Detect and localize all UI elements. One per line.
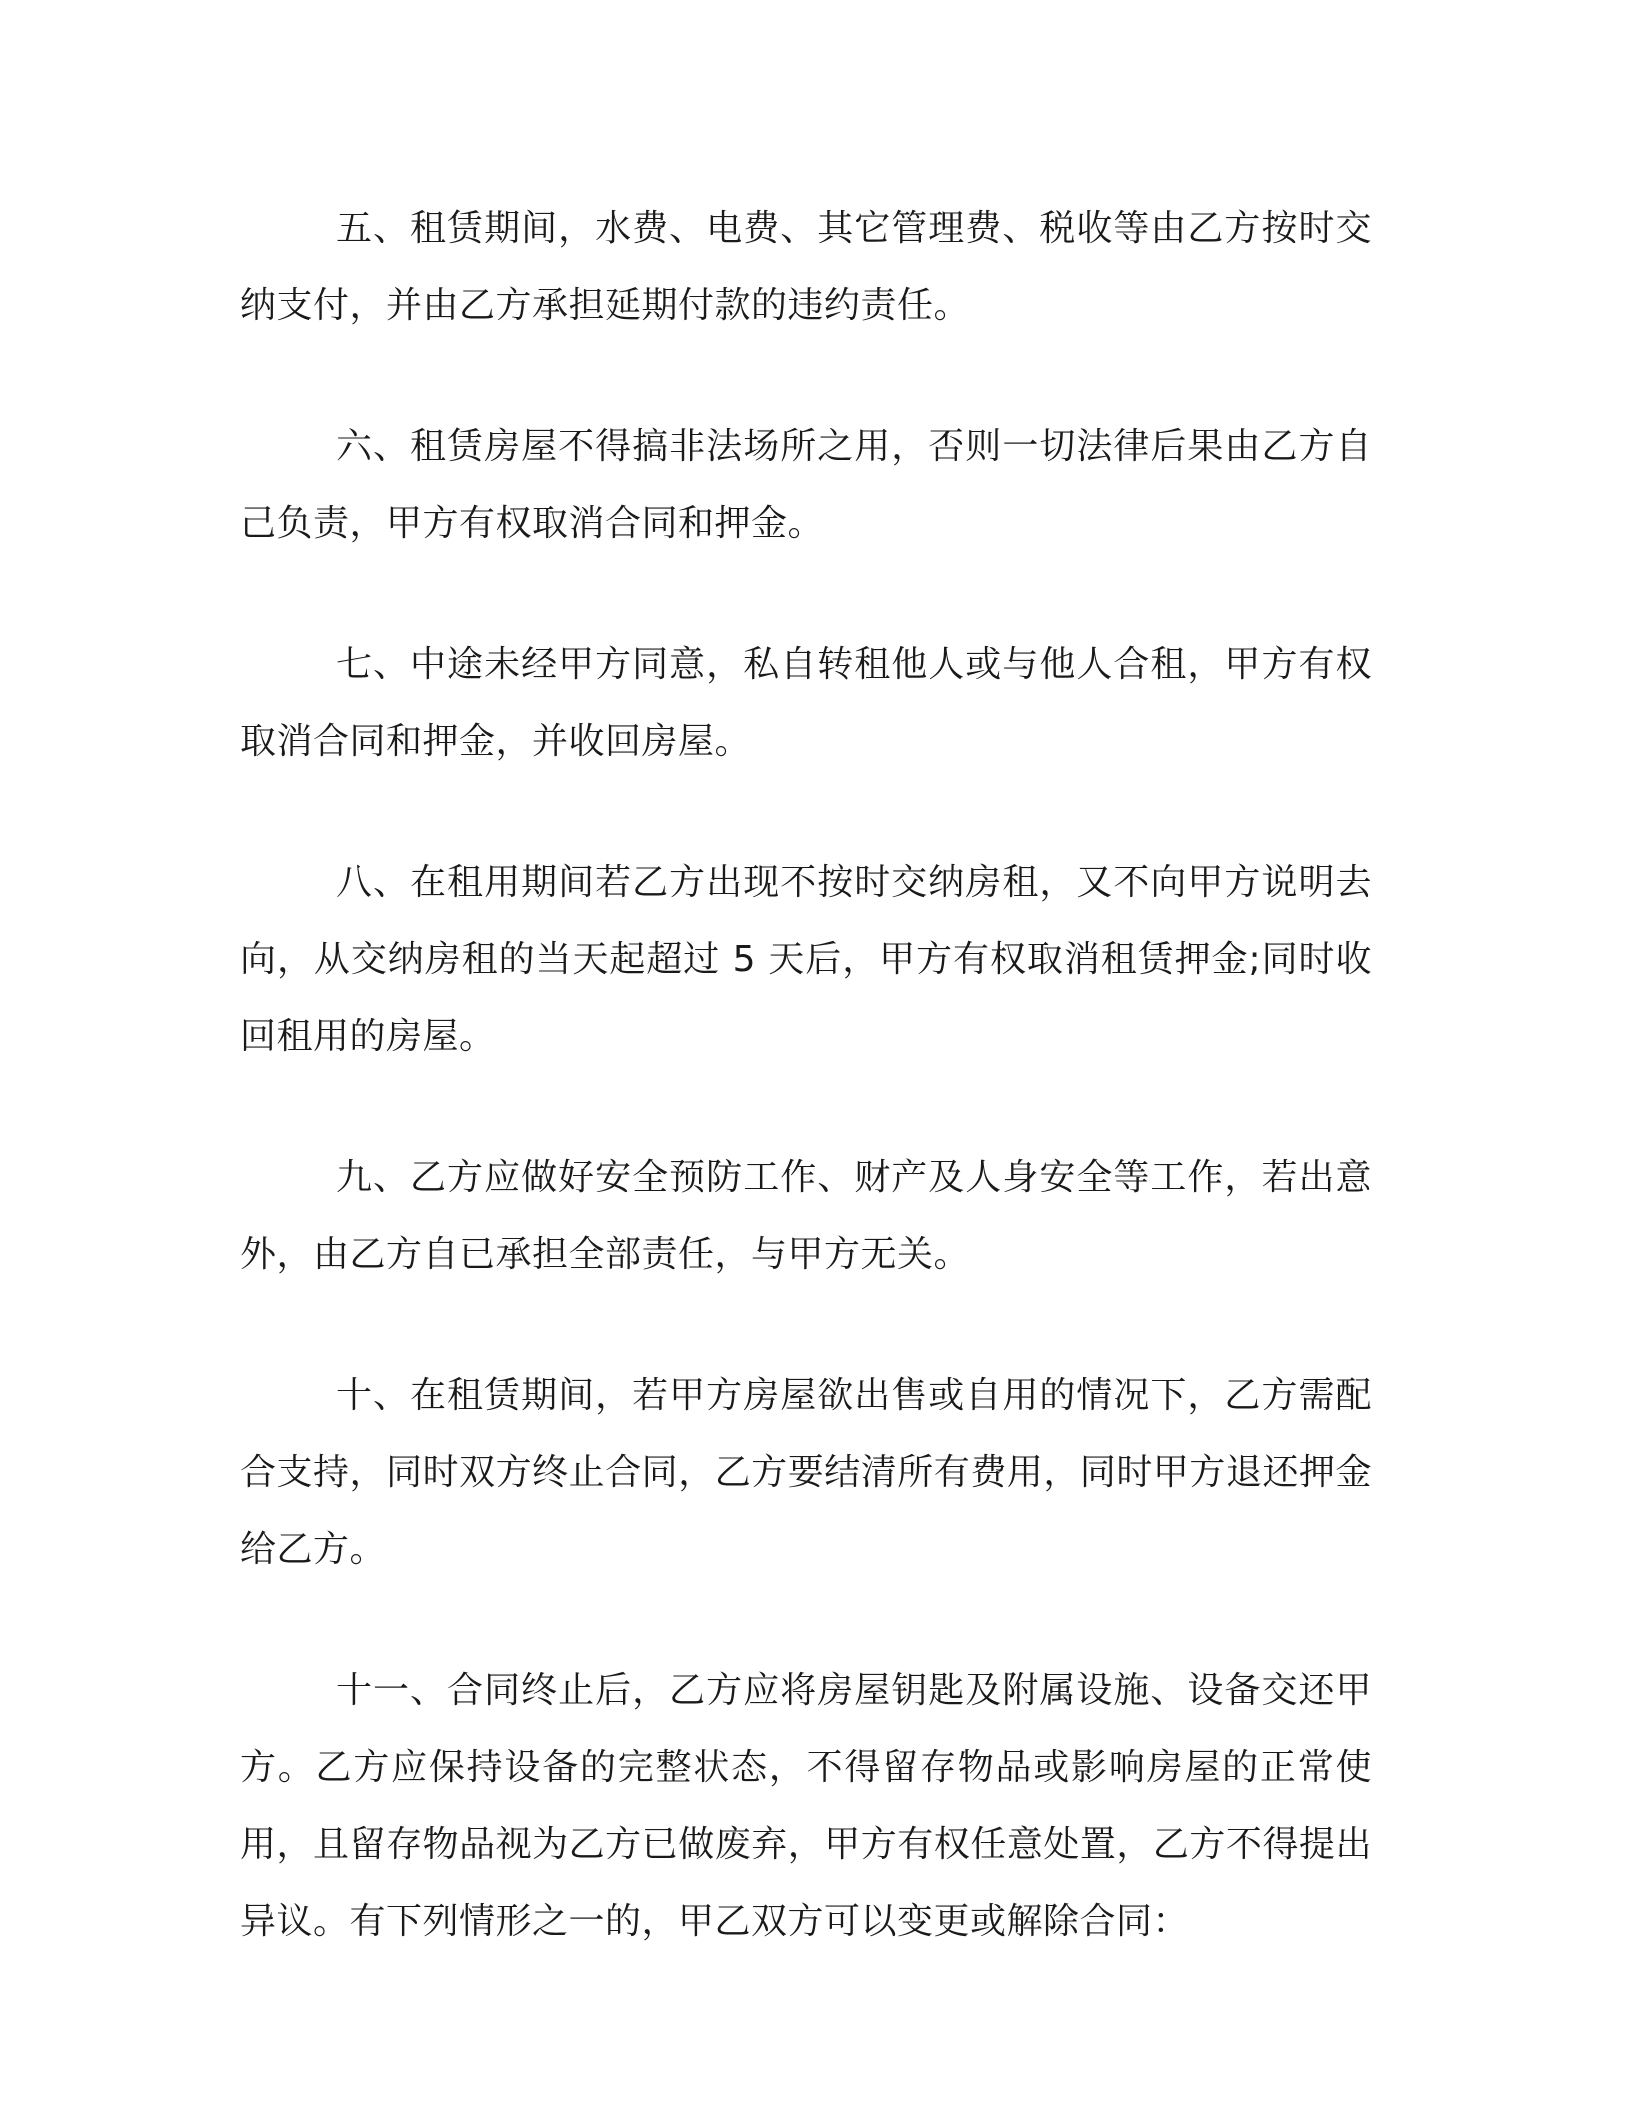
document-body [240,190,1372,2024]
clause-5: 五、租赁期间，水费、电费、其它管理费、税收等由乙方按时交纳支付，并由乙方承担延期付款的违约责任。 [240,208,1372,326]
clause-7: 七、中途未经甲方同意，私自转租他人或与他人合租，甲方有权取消合同和押金，并收回房屋。 [240,644,1372,762]
clause-9: 九、乙方应做好安全预防工作、财产及人身安全等工作，若出意外，由乙方自已承担全部责任，与甲方无关。 [240,1157,1372,1275]
clause-10: 十、在租赁期间，若甲方房屋欲出售或自用的情况下，乙方需配合支持，同时双方终止合同，乙方要结清所有费用，同时甲方退还押金给乙方。 [240,1375,1372,1570]
clause-11: 十一、合同终止后，乙方应将房屋钥匙及附属设施、设备交还甲方。乙方应保持设备的完整状态，不得留存物品或影响房屋的正常使用，且留存物品视为乙方已做废弃，甲方有权任意处置，乙方不得提出异议。有下列情形之一的，甲乙双方可以变更或解除合同： [240,1670,1372,1942]
clause-6: 六、租赁房屋不得搞非法场所之用，否则一切法律后果由乙方自己负责，甲方有权取消合同和押金。 [240,426,1372,544]
clause-8: 八、在租用期间若乙方出现不按时交纳房租，又不向甲方说明去向，从交纳房租的当天起超过 5 天后，甲方有权取消租赁押金;同时收回租用的房屋。 [240,862,1372,1057]
